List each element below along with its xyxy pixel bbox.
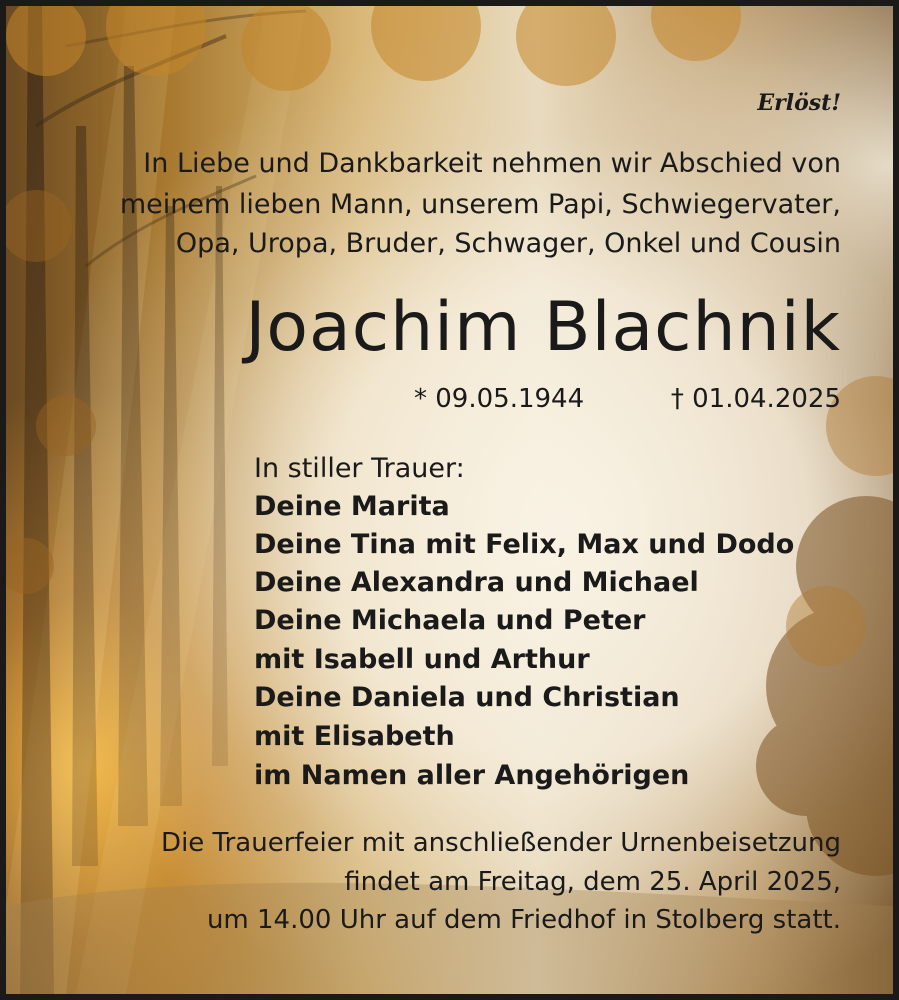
mourner-name: Deine Michaela und Peter bbox=[254, 605, 646, 636]
birth-date: * 09.05.1944 bbox=[414, 384, 585, 414]
obituary-text bbox=[6, 6, 893, 994]
mourners-heading: In stiller Trauer: bbox=[254, 453, 465, 484]
deceased-name: Joachim Blachnik bbox=[245, 288, 841, 367]
mourner-name: Deine Daniela und Christian bbox=[254, 682, 680, 713]
intro-line: In Liebe und Dankbarkeit nehmen wir Abschied von bbox=[143, 148, 841, 179]
service-line: um 14.00 Uhr auf dem Friedhof in Stolberg statt. bbox=[206, 905, 841, 935]
service-line: Die Trauerfeier mit anschließender Urnenbeisetzung bbox=[161, 828, 841, 858]
mourner-name: Deine Tina mit Felix, Max und Dodo bbox=[254, 529, 795, 560]
intro-line: Opa, Uropa, Bruder, Schwager, Onkel und Cousin bbox=[175, 228, 841, 259]
mourner-name: Deine Alexandra und Michael bbox=[254, 567, 699, 598]
header-exclamation: Erlöst! bbox=[757, 90, 841, 116]
mourner-name: mit Elisabeth bbox=[254, 721, 455, 752]
intro-line: meinem lieben Mann, unserem Papi, Schwiegervater, bbox=[119, 189, 841, 220]
death-date: † 01.04.2025 bbox=[670, 384, 841, 414]
mourner-name: Deine Marita bbox=[254, 491, 450, 522]
mourner-name: im Namen aller Angehörigen bbox=[254, 760, 690, 791]
service-line: findet am Freitag, dem 25. April 2025, bbox=[344, 867, 841, 897]
mourner-name: mit Isabell und Arthur bbox=[254, 644, 590, 675]
